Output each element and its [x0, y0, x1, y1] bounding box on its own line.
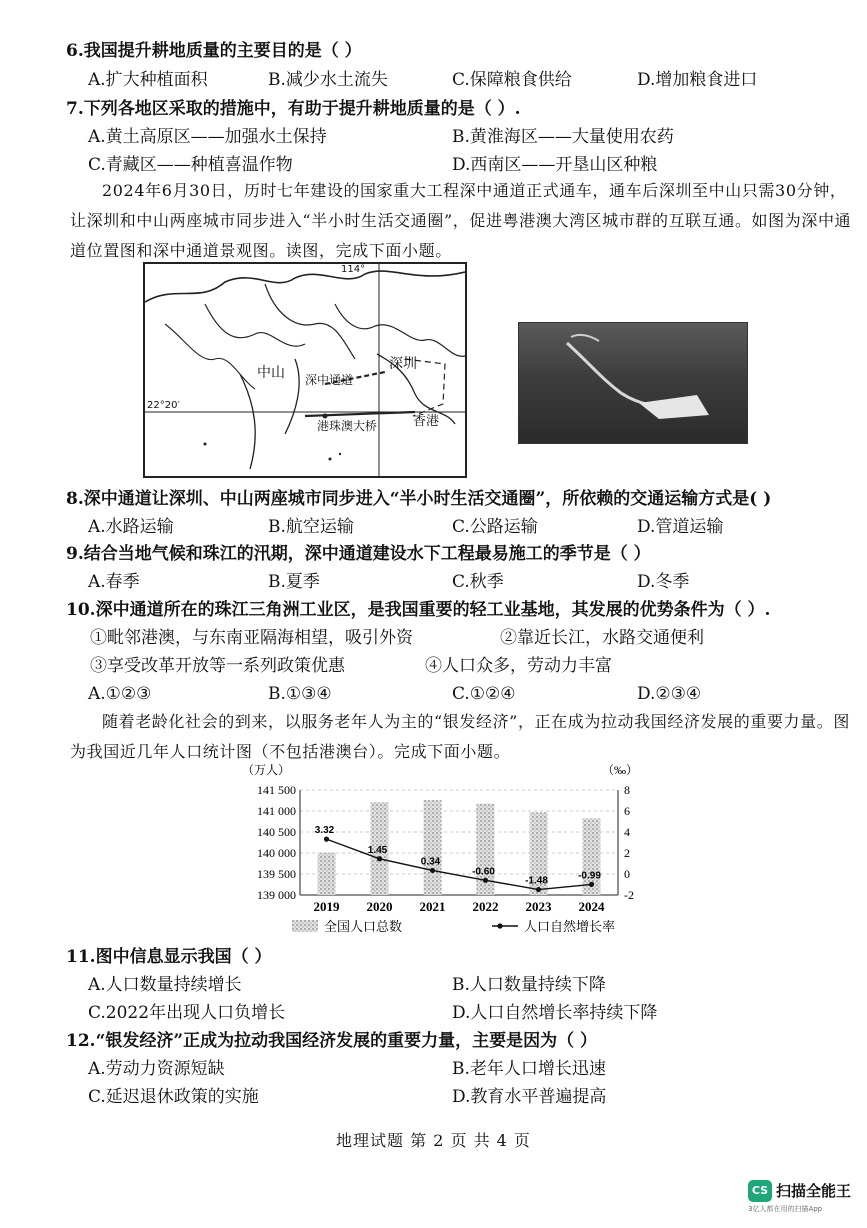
q6-option-d: D.增加粮食进口: [637, 70, 758, 90]
map-latitude-label: 22°20′: [147, 400, 180, 411]
scanner-tagline: 3亿人都在用的扫描App: [748, 1205, 823, 1213]
q6-option-b: B.减少水土流失: [268, 70, 388, 90]
tunnel-landscape-photo: [518, 322, 748, 444]
y-right-tick-label: 4: [624, 825, 630, 839]
x-tick-label: 2019: [313, 899, 340, 914]
y-right-unit: （‰）: [602, 763, 639, 777]
map-longitude-label: 114°: [341, 264, 366, 275]
y-left-unit: （万人）: [242, 763, 291, 777]
q10-option-b: B.①③④: [268, 684, 332, 704]
scanner-watermark: [748, 1180, 858, 1220]
q10-condition-4: ④人口众多，劳动力丰富: [425, 656, 612, 676]
legend-bar-swatch: [292, 920, 318, 932]
growth-rate-point: [536, 887, 541, 892]
location-map: [143, 262, 467, 478]
map-label-zhongshan: 中山: [257, 365, 285, 381]
q8-stem: 8.深中通道让深圳、中山两座城市同步进入“半小时生活交通圈”，所依赖的交通运输方式是( ): [66, 489, 772, 509]
q6-option-c: C.保障粮食供给: [452, 70, 572, 90]
q12-stem: 12.“银发经济”正成为拉动我国经济发展的重要力量，主要是因为（ ）: [66, 1031, 598, 1051]
q11-option-b: B.人口数量持续下降: [452, 975, 606, 995]
x-tick-label: 2021: [419, 899, 446, 914]
passage-silver-economy: 随着老龄化社会的到来，以服务老年人为主的“银发经济”，正在成为拉动我国经济发展的重要力量。图为我国近几年人口统计图（不包括港澳台）。完成下面小题。: [70, 712, 850, 761]
q7-option-d: D.西南区——开垦山区种粮: [452, 155, 658, 175]
x-tick-label: 2024: [578, 899, 605, 914]
map-label-shenzhen: 深圳: [389, 356, 417, 372]
x-tick-label: 2023: [525, 899, 552, 914]
legend-bar-label: 全国人口总数: [324, 920, 403, 935]
q10-stem: 10.深中通道所在的珠江三角洲工业区，是我国重要的轻工业基地，其发展的优势条件为（ ）.: [66, 600, 771, 620]
growth-rate-point: [324, 837, 329, 842]
growth-rate-point: [589, 882, 594, 887]
population-chart: [236, 760, 656, 950]
q10-option-d: D.②③④: [637, 684, 702, 704]
q11-option-d: D.人口自然增长率持续下降: [452, 1003, 658, 1023]
q12-option-d: D.教育水平普遍提高: [452, 1087, 607, 1107]
q6-stem: 6.我国提升耕地质量的主要目的是（ ）: [66, 41, 362, 61]
q6-option-a: A.扩大种植面积: [88, 70, 208, 90]
growth-rate-data-label: -1.48: [525, 875, 548, 887]
y-right-tick-label: 0: [624, 867, 630, 881]
q9-option-b: B.夏季: [268, 572, 320, 592]
q7-stem: 7.下列各地区采取的措施中，有助于提升耕地质量的是（ ）.: [66, 99, 521, 119]
growth-rate-point: [430, 868, 435, 873]
y-right-tick-label: 8: [624, 783, 630, 797]
tunnel-landscape-drawing: [519, 323, 747, 443]
q10-condition-3: ③享受改革开放等一系列政策优惠: [90, 656, 345, 676]
y-left-tick-label: 141 000: [257, 804, 296, 818]
q10-condition-1: ①毗邻港澳，与东南亚隔海相望，吸引外资: [90, 628, 413, 648]
y-left-tick-label: 139 000: [257, 888, 296, 902]
q12-option-c: C.延迟退休政策的实施: [88, 1087, 259, 1107]
scanner-logo-icon: CS: [748, 1180, 772, 1202]
x-tick-label: 2020: [366, 899, 393, 914]
q11-option-c: C.2022年出现人口负增长: [88, 1003, 286, 1023]
map-label-bridge: 港珠澳大桥: [317, 419, 378, 433]
growth-rate-point: [377, 856, 382, 861]
growth-rate-data-label: 1.45: [367, 844, 388, 856]
page-footer: 地理试题 第 2 页 共 4 页: [336, 1131, 531, 1150]
legend-line-marker: [497, 923, 502, 928]
q11-option-a: A.人口数量持续增长: [88, 975, 242, 995]
q10-condition-2: ②靠近长江，水路交通便利: [500, 628, 704, 648]
q7-option-c: C.青藏区——种植喜温作物: [88, 155, 293, 175]
growth-rate-data-label: -0.99: [578, 870, 601, 882]
q10-option-a: A.①②③: [88, 684, 152, 704]
y-right-tick-label: -2: [624, 888, 634, 902]
q9-option-c: C.秋季: [452, 572, 504, 592]
population-chart-svg: [236, 760, 656, 950]
y-left-tick-label: 139 500: [257, 867, 296, 881]
growth-rate-point: [483, 878, 488, 883]
q8-option-c: C.公路运输: [452, 517, 538, 537]
scanner-app-name: 扫描全能王: [776, 1182, 852, 1200]
q9-option-a: A.春季: [88, 572, 140, 592]
q8-option-a: A.水路运输: [88, 517, 174, 537]
growth-rate-line: [327, 839, 592, 889]
population-bar: [318, 853, 336, 895]
q7-option-a: A.黄土高原区——加强水土保持: [88, 127, 327, 147]
y-left-tick-label: 140 000: [257, 846, 296, 860]
x-tick-label: 2022: [472, 899, 499, 914]
q8-option-d: D.管道运输: [637, 517, 724, 537]
y-right-tick-label: 2: [624, 846, 630, 860]
growth-rate-data-label: 0.34: [420, 856, 441, 868]
passage-shenzhong: 2024年6月30日，历时七年建设的国家重大工程深中通道正式通车，通车后深圳至中山只需30分钟，让深圳和中山两座城市同步进入“半小时生活交通圈”，促进粤港澳大湾区城市群的互联互通。如图为深中通道位置图和深中通道景观图。读图，完成下面小题。: [70, 181, 852, 260]
q12-option-b: B.老年人口增长迅速: [452, 1059, 606, 1079]
y-right-tick-label: 6: [624, 804, 630, 818]
q8-option-b: B.航空运输: [268, 517, 354, 537]
y-left-tick-label: 140 500: [257, 825, 296, 839]
q9-option-d: D.冬季: [637, 572, 690, 592]
q9-stem: 9.结合当地气候和珠江的汛期，深中通道建设水下工程最易施工的季节是（ ）: [66, 544, 651, 564]
q12-option-a: A.劳动力资源短缺: [88, 1059, 225, 1079]
y-left-tick-label: 141 500: [257, 783, 296, 797]
growth-rate-data-label: -0.60: [472, 866, 495, 878]
q10-option-c: C.①②④: [452, 684, 516, 704]
map-label-shenzhong: 深中通道: [305, 373, 354, 387]
map-label-hongkong: 香港: [413, 414, 440, 429]
map-drawing: [145, 264, 465, 476]
q11-stem: 11.图中信息显示我国（ ）: [66, 947, 272, 967]
growth-rate-data-label: 3.32: [314, 825, 335, 837]
q7-option-b: B.黄淮海区——大量使用农药: [452, 127, 674, 147]
population-bar: [424, 800, 442, 895]
legend-line-label: 人口自然增长率: [524, 920, 616, 935]
